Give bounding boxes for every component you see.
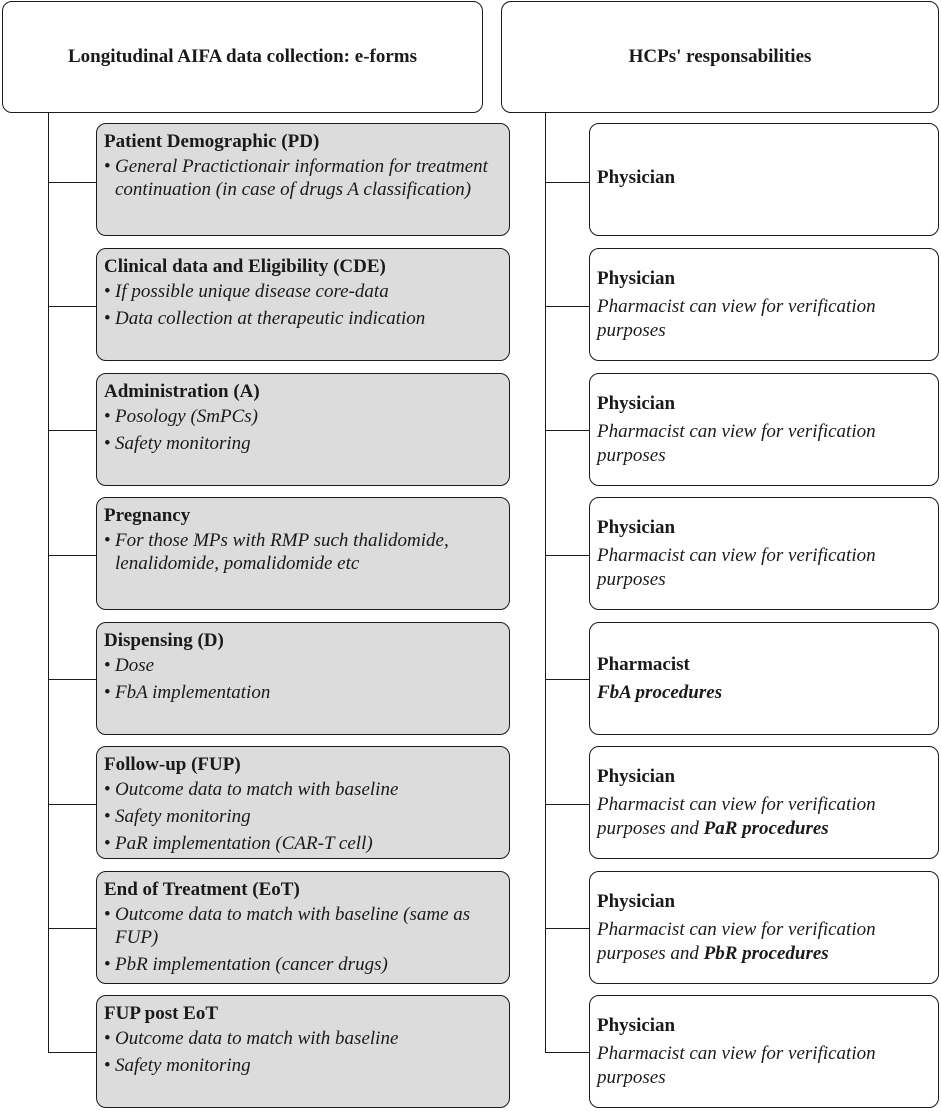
role-note-bold: FbA procedures [597, 682, 723, 703]
right-connector [545, 928, 589, 929]
form-title: End of Treatment (EoT) [104, 879, 300, 900]
form-dispensing [96, 622, 510, 735]
role-clinical-eligibility [589, 248, 939, 361]
form-clinical-eligibility [96, 248, 510, 361]
role-patient-demographic [589, 123, 939, 236]
left-connector [48, 679, 96, 680]
role-name: Physician [597, 268, 676, 289]
role-name: Physician [597, 167, 676, 188]
left-connector [48, 804, 96, 805]
role-note-bold: PbR procedures [703, 943, 829, 964]
form-bullet: • Dose [104, 654, 501, 677]
right-connector [545, 182, 589, 183]
role-end-of-treatment [589, 871, 939, 984]
form-follow-up [96, 746, 510, 859]
form-bullet: • PaR implementation (CAR-T cell) [104, 832, 501, 855]
role-note: Pharmacist can view for verification purposes [597, 545, 876, 590]
right-connector [545, 306, 589, 307]
role-note [597, 681, 932, 705]
role-note: Pharmacist can view for verification purposes [597, 421, 876, 466]
form-bullet: • Safety monitoring [104, 432, 501, 455]
role-administration [589, 373, 939, 486]
left-connector [48, 1052, 96, 1053]
role-name: Physician [597, 766, 676, 787]
form-bullet: • For those MPs with RMP such thalidomide, lenalidomide, pomalidomide etc [104, 529, 501, 575]
form-patient-demographic [96, 123, 510, 236]
role-name: Physician [597, 517, 676, 538]
form-bullet: • Safety monitoring [104, 805, 501, 828]
form-bullet: • PbR implementation (cancer drugs) [104, 953, 501, 976]
right-connector-spine [545, 113, 546, 1053]
form-bullet: • Data collection at therapeutic indication [104, 307, 501, 330]
role-note-text: Pharmacist can view for verification purposes and [597, 919, 876, 964]
right-connector [545, 555, 589, 556]
form-title: Clinical data and Eligibility (CDE) [104, 256, 386, 277]
form-bullet: • FbA implementation [104, 681, 501, 704]
right-connector [545, 430, 589, 431]
form-pregnancy [96, 497, 510, 610]
form-title: Patient Demographic (PD) [104, 131, 320, 152]
form-bullet: • Outcome data to match with baseline (same as FUP) [104, 903, 501, 949]
form-bullet: • Posology (SmPCs) [104, 405, 501, 428]
role-fup-post-eot [589, 995, 939, 1108]
right-connector [545, 804, 589, 805]
role-note-text: Pharmacist can view for verification purposes and [597, 794, 876, 839]
form-bullet: • Outcome data to match with baseline [104, 1027, 501, 1050]
form-bullet: • If possible unique disease core-data [104, 280, 501, 303]
form-bullet: • General Practictionair information for treatment continuation (in case of drugs A classification) [104, 155, 501, 201]
role-name: Physician [597, 1015, 676, 1036]
header-eforms-label: Longitudinal AIFA data collection: e-forms [67, 46, 418, 67]
right-connector [545, 1052, 589, 1053]
role-name: Pharmacist [597, 654, 690, 675]
form-title: Pregnancy [104, 505, 191, 526]
right-connector [545, 679, 589, 680]
role-note: Pharmacist can view for verification purposes [597, 296, 876, 341]
left-connector [48, 430, 96, 431]
role-name: Physician [597, 891, 676, 912]
form-end-of-treatment [96, 871, 510, 984]
form-administration [96, 373, 510, 486]
role-follow-up [589, 746, 939, 859]
form-bullet: • Safety monitoring [104, 1054, 501, 1077]
role-note: Pharmacist can view for verification purposes [597, 1043, 876, 1088]
left-connector [48, 555, 96, 556]
left-connector-spine [48, 113, 49, 1053]
header-hcp-responsibilities [501, 1, 939, 113]
role-dispensing [589, 622, 939, 735]
form-title: FUP post EoT [104, 1003, 219, 1024]
form-title: Administration (A) [104, 381, 260, 402]
left-connector [48, 182, 96, 183]
role-pregnancy [589, 497, 939, 610]
role-name: Physician [597, 393, 676, 414]
left-connector [48, 306, 96, 307]
left-connector [48, 928, 96, 929]
header-hcp-label: HCPs' responsabilities [628, 46, 812, 67]
form-title: Dispensing (D) [104, 630, 224, 651]
form-bullet: • Outcome data to match with baseline [104, 778, 501, 801]
role-note [597, 793, 932, 841]
header-eforms [2, 1, 483, 113]
form-fup-post-eot [96, 995, 510, 1108]
role-note [597, 918, 932, 966]
form-title: Follow-up (FUP) [104, 754, 241, 775]
role-note-bold: PaR procedures [703, 818, 829, 839]
